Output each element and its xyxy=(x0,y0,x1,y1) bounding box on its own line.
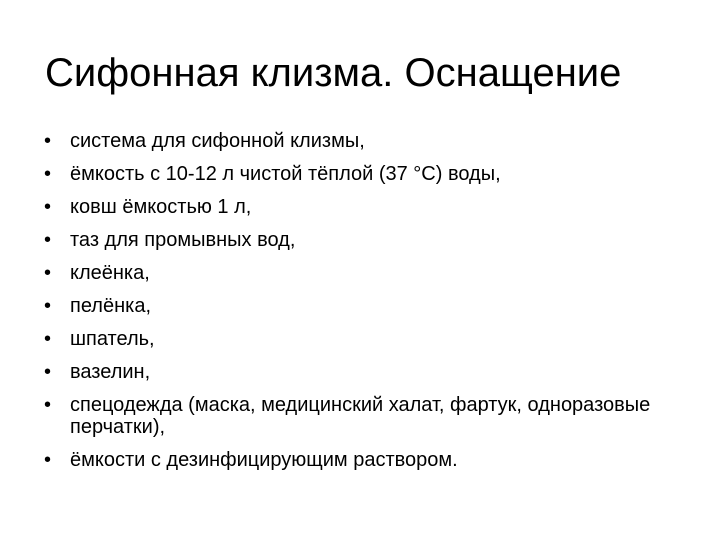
list-item xyxy=(44,394,694,438)
list-item-text: вазелин, xyxy=(70,361,151,383)
slide-title: Сифонная клизма. Оснащение xyxy=(45,51,622,95)
list-item-text: ёмкости с дезинфицирующим раствором. xyxy=(70,449,458,471)
list-item-text: спецодежда (маска, медицинский халат, фартук, одноразовые перчатки), xyxy=(70,394,651,438)
list-item-text: система для сифонной клизмы, xyxy=(70,130,365,152)
list-item xyxy=(44,196,694,218)
list-item xyxy=(44,328,694,350)
list-item xyxy=(44,361,694,383)
list-item xyxy=(44,229,694,251)
list-item xyxy=(44,262,694,284)
bullet-icon: • xyxy=(44,229,52,251)
bullet-icon: • xyxy=(44,130,52,152)
list-item xyxy=(44,295,694,317)
list-item-text: ковш ёмкостью 1 л, xyxy=(70,196,252,218)
list-item-text: таз для промывных вод, xyxy=(70,229,296,251)
list-item-text: шпатель, xyxy=(70,328,155,350)
bullet-icon: • xyxy=(44,295,52,317)
bullet-icon: • xyxy=(44,262,52,284)
list-item-text: ёмкость с 10-12 л чистой тёплой (37 °С) воды, xyxy=(70,163,501,185)
list-item xyxy=(44,130,694,152)
list-item-text: клеёнка, xyxy=(70,262,150,284)
list-item-text: пелёнка, xyxy=(70,295,151,317)
bullet-icon: • xyxy=(44,394,52,416)
bullet-icon: • xyxy=(44,449,52,471)
bullet-icon: • xyxy=(44,163,52,185)
list-item xyxy=(44,449,694,471)
bullet-icon: • xyxy=(44,361,52,383)
bullet-icon: • xyxy=(44,196,52,218)
equipment-list xyxy=(44,130,694,482)
bullet-icon: • xyxy=(44,328,52,350)
list-item xyxy=(44,163,694,185)
